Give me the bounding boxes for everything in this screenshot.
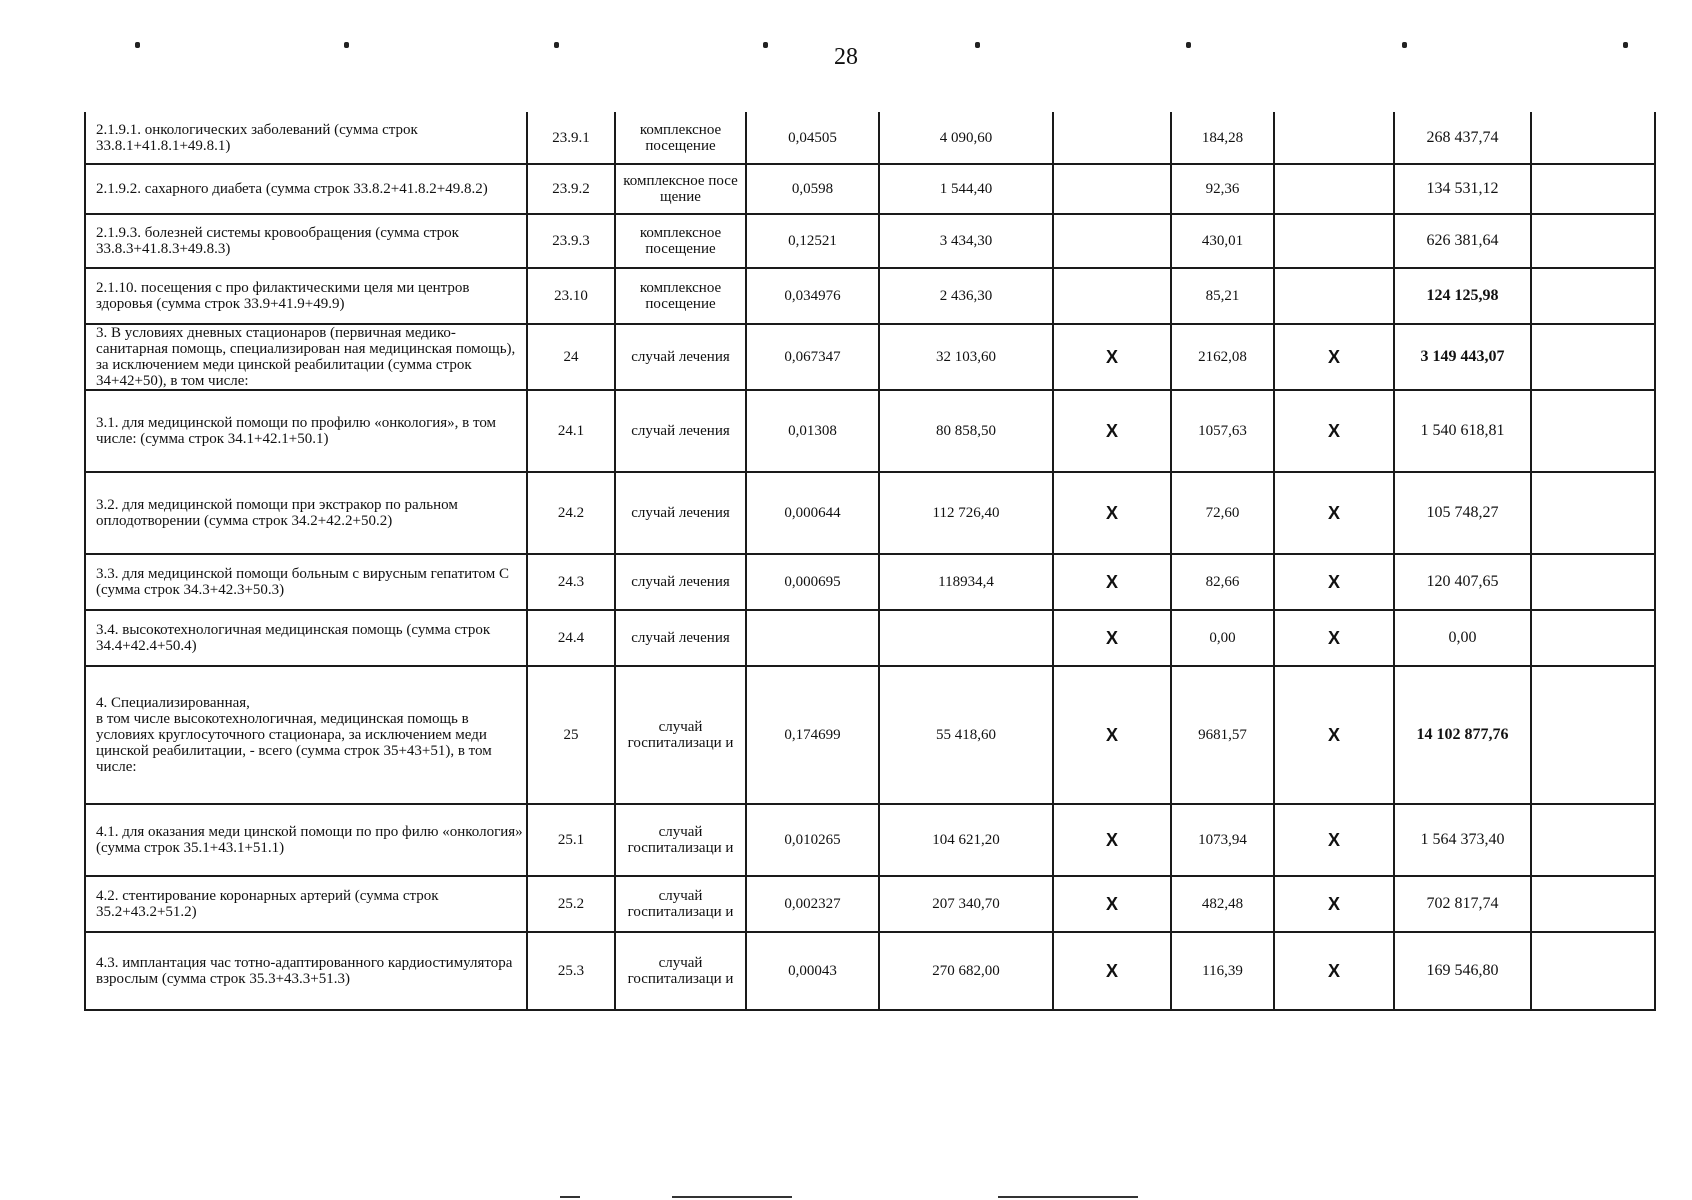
cell-norm (746, 610, 879, 666)
table-row (85, 164, 1655, 214)
cell-unit: случай лечения (615, 554, 746, 610)
cell-total: 120 407,65 (1394, 554, 1531, 610)
cell-col7: 430,01 (1171, 214, 1274, 268)
cell-col10 (1531, 554, 1655, 610)
cell-cost: 104 621,20 (879, 804, 1053, 876)
cell-total: 134 531,12 (1394, 164, 1531, 214)
cell-code: 24 (527, 324, 615, 390)
cell-name: 3.2. для медицинской помощи при экстракор по ральном оплодотворении (сумма строк 34.2+42.2+50.2) (85, 472, 527, 554)
cell-cost (879, 610, 1053, 666)
cell-total: 169 546,80 (1394, 932, 1531, 1010)
cell-col7: 72,60 (1171, 472, 1274, 554)
cell-name: 2.1.9.1. онкологических заболеваний (сумма строк 33.8.1+41.8.1+49.8.1) (85, 112, 527, 164)
cell-norm: 0,010265 (746, 804, 879, 876)
cell-col8 (1274, 214, 1394, 268)
cell-col10 (1531, 268, 1655, 324)
cell-col10 (1531, 324, 1655, 390)
table-row (85, 610, 1655, 666)
cell-name: 3.4. высокотехнологичная медицинская помощь (сумма строк 34.4+42.4+50.4) (85, 610, 527, 666)
cell-cost: 270 682,00 (879, 932, 1053, 1010)
cell-name: 3.3. для медицинской помощи больным с вирусным гепатитом С (сумма строк 34.3+42.3+50.3) (85, 554, 527, 610)
cell-col6: Х (1053, 876, 1171, 932)
cell-col6: Х (1053, 804, 1171, 876)
cell-cost: 1 544,40 (879, 164, 1053, 214)
cell-name: 2.1.10. посещения с про филактическими целя ми центров здоровья (сумма строк 33.9+41.9+49.9) (85, 268, 527, 324)
cell-code: 23.10 (527, 268, 615, 324)
cell-col8: Х (1274, 390, 1394, 472)
table-row (85, 804, 1655, 876)
cell-cost: 55 418,60 (879, 666, 1053, 804)
cell-code: 24.3 (527, 554, 615, 610)
cell-norm: 0,000644 (746, 472, 879, 554)
cell-total: 626 381,64 (1394, 214, 1531, 268)
cell-code: 24.2 (527, 472, 615, 554)
cell-col6: Х (1053, 324, 1171, 390)
cell-col7: 9681,57 (1171, 666, 1274, 804)
cell-col6 (1053, 164, 1171, 214)
cell-col10 (1531, 472, 1655, 554)
cell-norm: 0,0598 (746, 164, 879, 214)
cell-unit: случай госпитализаци и (615, 804, 746, 876)
cell-name: 3. В условиях дневных стационаров (первичная медико-санитарная помощь, специализирован ная медицинская помощь), за исключением меди цинской реабилитации (сумма строк 34+42+50), в том числе: (85, 324, 527, 390)
cell-unit: случай госпитализаци и (615, 876, 746, 932)
cell-norm: 0,174699 (746, 666, 879, 804)
cell-col7: 2162,08 (1171, 324, 1274, 390)
cell-col8: Х (1274, 666, 1394, 804)
cell-total: 1 540 618,81 (1394, 390, 1531, 472)
cell-norm: 0,12521 (746, 214, 879, 268)
cell-col6: Х (1053, 472, 1171, 554)
cell-col8: Х (1274, 554, 1394, 610)
cell-total: 105 748,27 (1394, 472, 1531, 554)
cell-cost: 4 090,60 (879, 112, 1053, 164)
cell-col8: Х (1274, 472, 1394, 554)
cell-unit: случай лечения (615, 324, 746, 390)
cell-col8 (1274, 164, 1394, 214)
cell-code: 23.9.2 (527, 164, 615, 214)
cell-unit: комплексное посе щение (615, 164, 746, 214)
cell-norm: 0,000695 (746, 554, 879, 610)
table-row (85, 268, 1655, 324)
cell-col8: Х (1274, 610, 1394, 666)
table-row (85, 666, 1655, 804)
cell-name: 4.3. имплантация час тотно-адаптированного кардиостимулятора взрослым (сумма строк 35.3+43.3+51.3) (85, 932, 527, 1010)
cell-col6: Х (1053, 666, 1171, 804)
cell-col6 (1053, 268, 1171, 324)
cell-col10 (1531, 610, 1655, 666)
cell-unit: комплексное посещение (615, 214, 746, 268)
cell-col8 (1274, 112, 1394, 164)
cell-col7: 82,66 (1171, 554, 1274, 610)
table-row (85, 324, 1655, 390)
cell-unit: комплексное посещение (615, 112, 746, 164)
data-table (84, 112, 1656, 1011)
cell-cost: 3 434,30 (879, 214, 1053, 268)
table-row (85, 472, 1655, 554)
cell-col8: Х (1274, 876, 1394, 932)
cell-col7: 85,21 (1171, 268, 1274, 324)
cell-total: 702 817,74 (1394, 876, 1531, 932)
cell-col10 (1531, 390, 1655, 472)
footer-line (672, 1196, 792, 1198)
table-body (85, 112, 1655, 1010)
cell-col7: 482,48 (1171, 876, 1274, 932)
cell-code: 24.1 (527, 390, 615, 472)
cell-code: 25.1 (527, 804, 615, 876)
cell-total: 124 125,98 (1394, 268, 1531, 324)
cell-col6 (1053, 214, 1171, 268)
cell-name: 2.1.9.2. сахарного диабета (сумма строк 33.8.2+41.8.2+49.8.2) (85, 164, 527, 214)
table-row (85, 876, 1655, 932)
cell-total: 14 102 877,76 (1394, 666, 1531, 804)
cell-col8: Х (1274, 324, 1394, 390)
cell-cost: 118934,4 (879, 554, 1053, 610)
cell-col6: Х (1053, 554, 1171, 610)
cell-col6 (1053, 112, 1171, 164)
cell-code: 24.4 (527, 610, 615, 666)
cell-col10 (1531, 876, 1655, 932)
cell-total: 3 149 443,07 (1394, 324, 1531, 390)
cell-total: 1 564 373,40 (1394, 804, 1531, 876)
cell-cost: 32 103,60 (879, 324, 1053, 390)
cell-total: 0,00 (1394, 610, 1531, 666)
cell-cost: 80 858,50 (879, 390, 1053, 472)
cell-norm: 0,034976 (746, 268, 879, 324)
cell-unit: комплексное посещение (615, 268, 746, 324)
cell-name: 4.1. для оказания меди цинской помощи по про филю «онкология» (сумма строк 35.1+43.1+51.1) (85, 804, 527, 876)
cell-norm: 0,002327 (746, 876, 879, 932)
cell-unit: случай госпитализаци и (615, 932, 746, 1010)
cell-col10 (1531, 112, 1655, 164)
cell-col7: 184,28 (1171, 112, 1274, 164)
table-row (85, 390, 1655, 472)
cell-col10 (1531, 164, 1655, 214)
cell-total: 268 437,74 (1394, 112, 1531, 164)
cell-col6: Х (1053, 390, 1171, 472)
cell-code: 23.9.1 (527, 112, 615, 164)
cell-col7: 92,36 (1171, 164, 1274, 214)
cell-col7: 1057,63 (1171, 390, 1274, 472)
cell-col8: Х (1274, 932, 1394, 1010)
cell-name: 4.2. стентирование коронарных артерий (сумма строк 35.2+43.2+51.2) (85, 876, 527, 932)
cell-norm: 0,01308 (746, 390, 879, 472)
cell-norm: 0,067347 (746, 324, 879, 390)
cell-cost: 207 340,70 (879, 876, 1053, 932)
cell-col10 (1531, 932, 1655, 1010)
cell-name: 4. Специализированная, в том числе высокотехнологичная, медицинская помощь в условиях круглосуточного стационара, за исключением меди цинской реабилитации, - всего (сумма строк 35+43+51), в том числе: (85, 666, 527, 804)
cell-col7: 1073,94 (1171, 804, 1274, 876)
cell-col6: Х (1053, 932, 1171, 1010)
cell-col8 (1274, 268, 1394, 324)
cell-name: 3.1. для медицинской помощи по профилю «онкология», в том числе: (сумма строк 34.1+42.1+50.1) (85, 390, 527, 472)
cell-code: 25 (527, 666, 615, 804)
table-row (85, 112, 1655, 164)
cell-unit: случай госпитализаци и (615, 666, 746, 804)
cell-col10 (1531, 666, 1655, 804)
cell-col7: 0,00 (1171, 610, 1274, 666)
table-row (85, 554, 1655, 610)
cell-cost: 2 436,30 (879, 268, 1053, 324)
cell-col6: Х (1053, 610, 1171, 666)
cell-unit: случай лечения (615, 472, 746, 554)
cell-cost: 112 726,40 (879, 472, 1053, 554)
cell-col10 (1531, 804, 1655, 876)
table-row (85, 214, 1655, 268)
cell-name: 2.1.9.3. болезней системы кровообращения (сумма строк 33.8.3+41.8.3+49.8.3) (85, 214, 527, 268)
footer-line (560, 1196, 580, 1198)
cell-col8: Х (1274, 804, 1394, 876)
page-number: 28 (834, 44, 858, 70)
cell-col7: 116,39 (1171, 932, 1274, 1010)
cell-code: 25.3 (527, 932, 615, 1010)
cell-unit: случай лечения (615, 390, 746, 472)
cell-norm: 0,00043 (746, 932, 879, 1010)
table-row (85, 932, 1655, 1010)
cell-code: 23.9.3 (527, 214, 615, 268)
cell-unit: случай лечения (615, 610, 746, 666)
footer-line (998, 1196, 1138, 1198)
cell-col10 (1531, 214, 1655, 268)
cell-code: 25.2 (527, 876, 615, 932)
cell-norm: 0,04505 (746, 112, 879, 164)
